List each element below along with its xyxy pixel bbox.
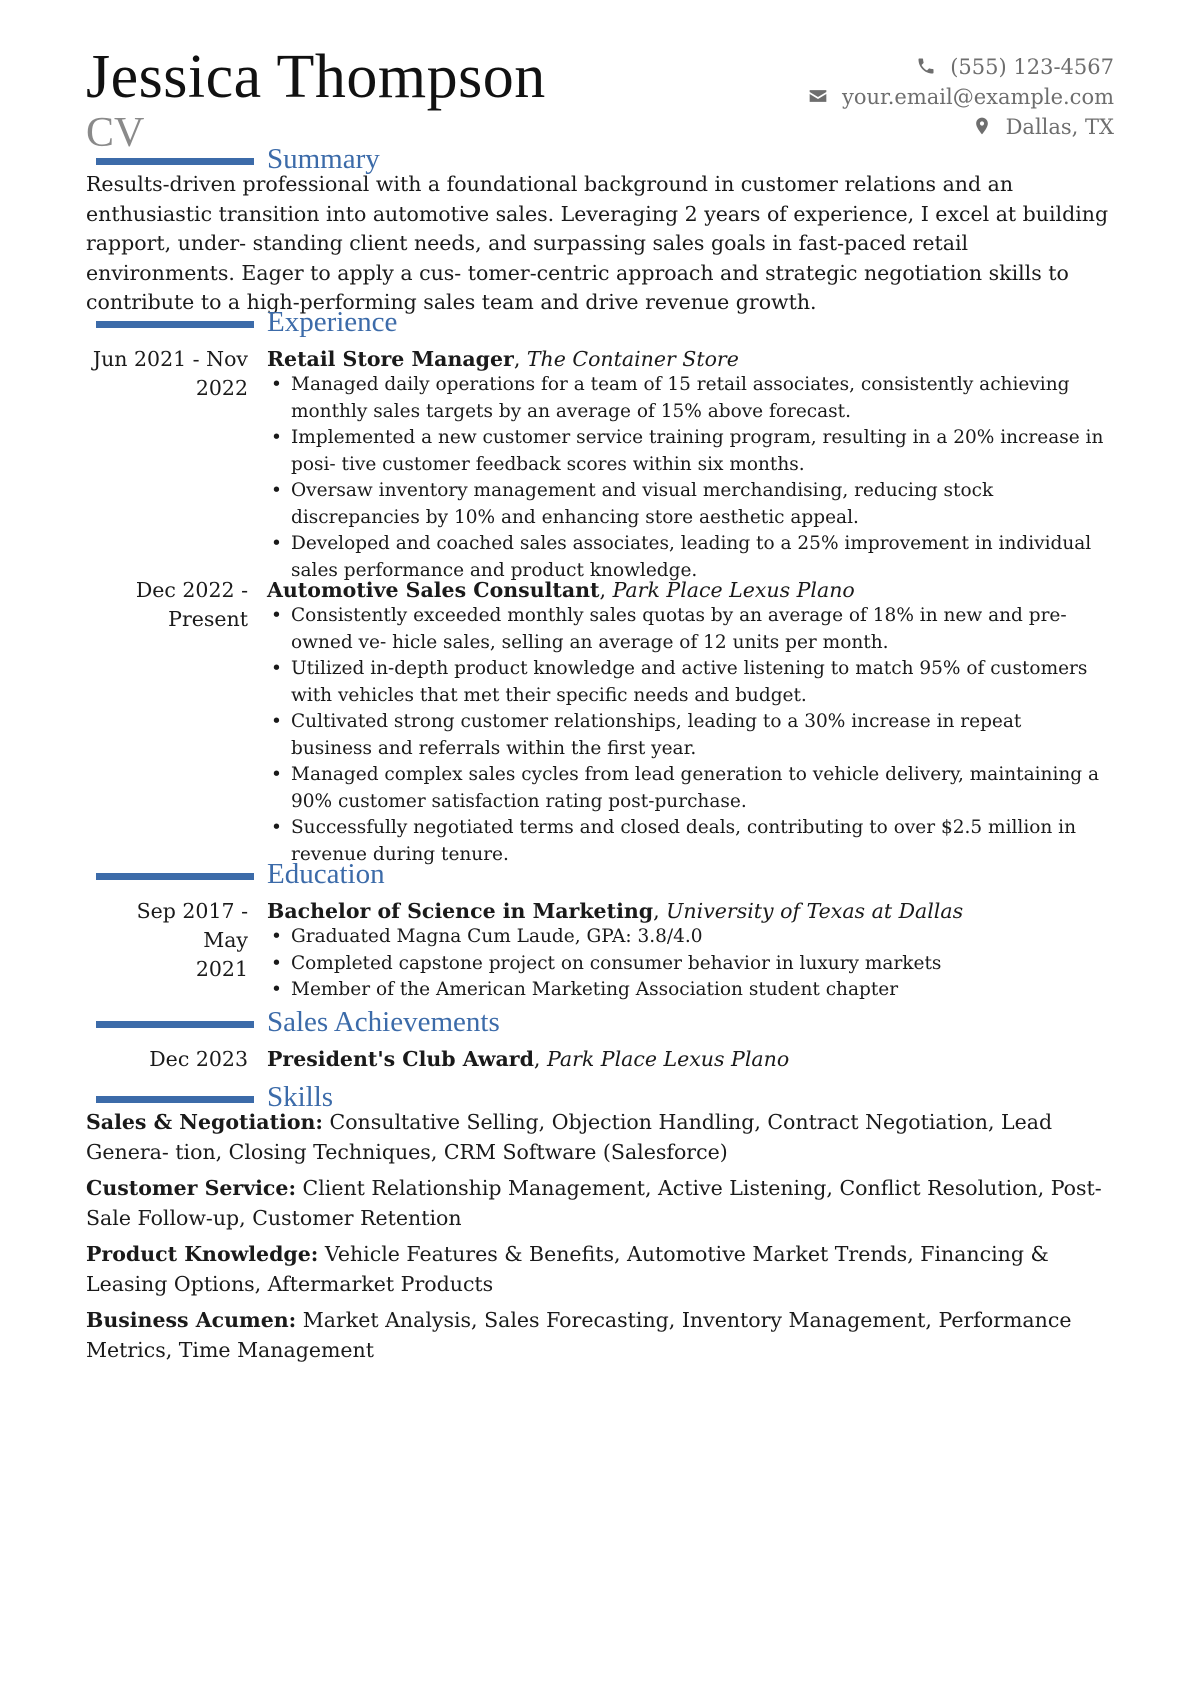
skill-list: Consultative Selling, Objection Handling, Contract Negotiation, Lead Genera- tion, Closing Techniques, CRM Software (Salesforce) [86, 1110, 1053, 1164]
bullet-item: • Oversaw inventory management and visual merchandising, reducing stock discrepancies by 10% and enhancing store aesthetic appeal. [267, 478, 1107, 531]
section-title: Skills [267, 1081, 334, 1113]
skill-group [86, 1306, 1114, 1365]
entry-date: Dec 2023 [149, 1047, 248, 1071]
skill-group [86, 1240, 1114, 1299]
location-text: Dallas, TX [1005, 115, 1114, 139]
bullet-item: • Implemented a new customer service training program, resulting in a 20% increase in posi- tive customer feedback scores within six months. [267, 425, 1107, 478]
entry-organization: Park Place Lexus Plano [612, 578, 855, 602]
section-accent-bar [96, 158, 254, 165]
section-accent-bar [96, 321, 254, 328]
skill-list: Market Analysis, Sales Forecasting, Inventory Management, Performance Metrics, Time Management [86, 1308, 1072, 1362]
cv-page [86, 0, 1114, 1683]
contact-info [694, 52, 1114, 142]
skill-label: Product Knowledge: [86, 1242, 319, 1266]
bullet-item: • Member of the American Marketing Association student chapter [267, 977, 1107, 1004]
entry-date [86, 576, 248, 634]
bullet-item: • Developed and coached sales associates, leading to a 25% improvement in individual sales performance and product knowledge. [267, 531, 1107, 584]
bullet-item: • Cultivated strong customer relationships, leading to a 30% increase in repeat business and referrals within the first year. [267, 709, 1107, 762]
bullet-item: • Successfully negotiated terms and closed deals, contributing to over $2.5 million in revenue during tenure. [267, 815, 1107, 868]
skill-group [86, 1108, 1114, 1167]
section-title: Experience [267, 306, 398, 338]
entry-title: Retail Store Manager, The Container Store [267, 347, 739, 371]
section-accent-bar [96, 1096, 254, 1103]
entry-date [86, 897, 248, 984]
entry-date-line: Sep 2017 - May [136, 899, 248, 952]
entry-role: Automotive Sales Consultant [267, 578, 600, 602]
document-subtitle: CV [86, 110, 145, 156]
phone-icon [914, 56, 938, 76]
envelope-icon [806, 86, 830, 106]
entry-title: Bachelor of Science in Marketing, University of Texas at Dallas [267, 899, 964, 923]
entry-date-line: Present [168, 607, 248, 631]
entry-date-line: 2022 [195, 376, 248, 400]
section-accent-bar [96, 1021, 254, 1028]
skill-list: Vehicle Features & Benefits, Automotive Market Trends, Financing & Leasing Options, Aftermarket Products [86, 1242, 1049, 1296]
bullet-item: • Graduated Magna Cum Laude, GPA: 3.8/4.0 [267, 924, 1107, 951]
entry-organization: Park Place Lexus Plano [546, 1047, 790, 1071]
entry-date [86, 345, 248, 403]
entry-title: President's Club Award, Park Place Lexus Plano [267, 1047, 790, 1071]
entry-role: Retail Store Manager [267, 347, 514, 371]
bullet-item: • Managed complex sales cycles from lead generation to vehicle delivery, maintaining a 90% customer satisfaction rating post-purchase. [267, 762, 1107, 815]
entry-organization: University of Texas at Dallas [666, 899, 964, 923]
entry-date-line: Dec 2022 - [135, 578, 248, 602]
skill-group [86, 1174, 1114, 1233]
skill-label: Business Acumen: [86, 1308, 297, 1332]
entry-role: Bachelor of Science in Marketing [267, 899, 654, 923]
map-marker-icon [970, 116, 994, 136]
entry-title: Automotive Sales Consultant, Park Place Lexus Plano [267, 578, 855, 602]
entry-date-line: Jun 2021 - Nov [92, 347, 248, 371]
email-text[interactable]: your.email@example.com [841, 85, 1114, 109]
section-accent-bar [96, 873, 254, 880]
bullet-item: • Managed daily operations for a team of 15 retail associates, consistently achieving monthly sales targets by an average of 15% above forecast. [267, 372, 1107, 425]
skill-label: Sales & Negotiation: [86, 1110, 323, 1134]
header [86, 40, 1114, 158]
location-row [694, 112, 1114, 142]
entry-bullets [267, 603, 1107, 868]
entry-organization: The Container Store [526, 347, 739, 371]
summary-text: Results-driven professional with a foundational background in customer relations and an enthusiastic transition into automotive sales. Leveraging 2 years of experience, I excel at building rapport, under- standing client needs, and surpassing sales goals in fast-paced retail environments. Eager to apply a cus- tomer-centric approach and strategic negotiation skills to contribute to a high-performing sales team and drive revenue growth. [86, 172, 1109, 314]
email-row [694, 82, 1114, 112]
bullet-item: • Utilized in-depth product knowledge and active listening to match 95% of customers with vehicles that met their specific needs and budget. [267, 656, 1107, 709]
phone-text: (555) 123-4567 [950, 55, 1114, 79]
entry-bullets [267, 924, 1107, 1004]
section-title: Education [267, 858, 385, 890]
section-title: Summary [267, 143, 380, 175]
skill-label: Customer Service: [86, 1176, 297, 1200]
section-title: Sales Achievements [267, 1006, 500, 1038]
entry-bullets [267, 372, 1107, 584]
entry-role: President's Club Award [267, 1047, 534, 1071]
bullet-item: • Completed capstone project on consumer behavior in luxury markets [267, 951, 1107, 978]
entry-date-line: 2021 [195, 957, 248, 981]
phone-row [694, 52, 1114, 82]
bullet-item: • Consistently exceeded monthly sales quotas by an average of 18% in new and pre-owned ve- hicle sales, selling an average of 12 units per month. [267, 603, 1107, 656]
skill-list: Client Relationship Management, Active Listening, Conflict Resolution, Post-Sale Follow-up, Customer Retention [86, 1176, 1102, 1230]
candidate-name: Jessica Thompson [86, 43, 546, 111]
